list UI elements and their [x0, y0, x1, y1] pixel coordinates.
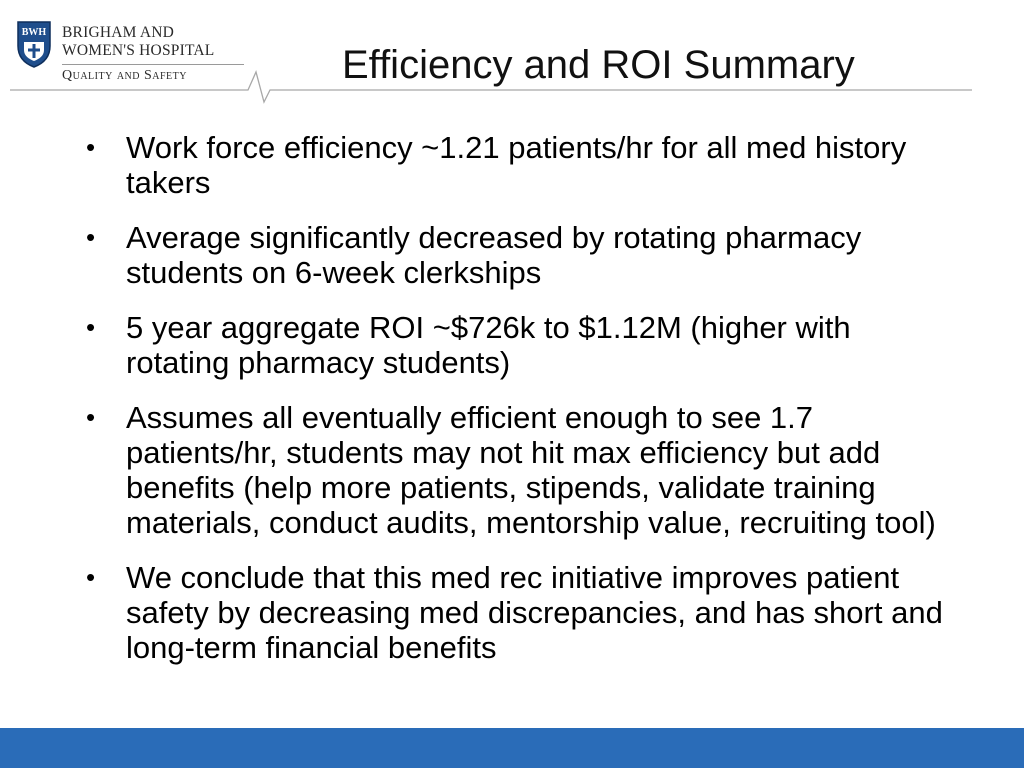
bullet-text: Assumes all eventually efficient enough to see 1.7 patients/hr, students may not hit max efficiency but add benefits (help more patients, stipends, validate training materials, conduct audits, mentorship value, recruiting tool): [126, 400, 936, 540]
bullet-text: 5 year aggregate ROI ~$726k to $1.12M (higher with rotating pharmacy students): [126, 310, 851, 380]
bullet-marker: •: [86, 312, 96, 342]
shield-text: BWH: [21, 27, 47, 38]
logo-line2: WOMEN'S HOSPITAL: [62, 42, 215, 59]
bullet-marker: •: [86, 402, 96, 432]
heartbeat-divider: [0, 60, 1024, 110]
logo-line3: Quality and Safety: [62, 68, 187, 83]
bullet-item: [86, 130, 946, 200]
bullet-text: Average significantly decreased by rotating pharmacy students on 6-week clerkships: [126, 220, 862, 290]
bullet-list: [86, 130, 946, 685]
bullet-text: We conclude that this med rec initiative improves patient safety by decreasing med discrepancies, and has short and long-term financial benefits: [126, 560, 943, 665]
bullet-item: [86, 310, 946, 380]
bullet-item: [86, 400, 946, 540]
bullet-text: Work force efficiency ~1.21 patients/hr for all med history takers: [126, 130, 907, 200]
bullet-marker: •: [86, 132, 96, 162]
bullet-marker: •: [86, 562, 96, 592]
bullet-marker: •: [86, 222, 96, 252]
logo-line1: BRIGHAM AND: [62, 24, 175, 41]
footer-band: [0, 728, 1024, 768]
slide-title: Efficiency and ROI Summary: [342, 43, 855, 87]
bullet-item: [86, 220, 946, 290]
bullet-item: [86, 560, 946, 665]
